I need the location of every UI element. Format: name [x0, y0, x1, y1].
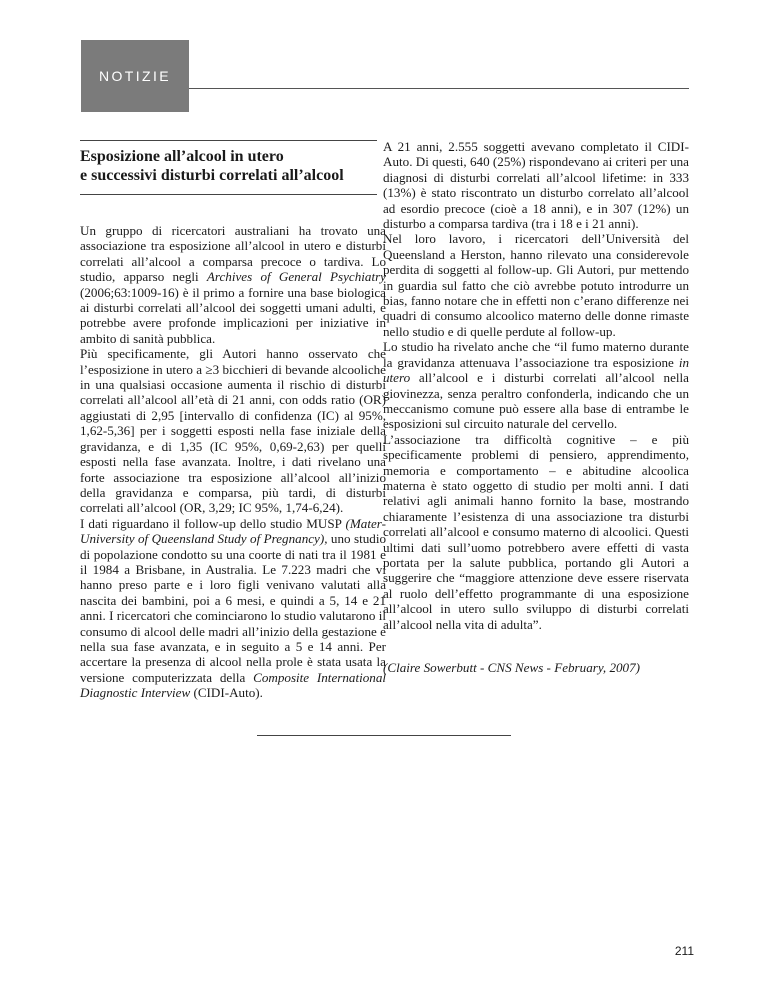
paragraph: Più specificamente, gli Autori hanno osservato che l’esposizione in utero a ≥3 bicchieri di bevande alcooliche in una qualsiasi occasione aumenta il rischio di disturbi correlati all’alcool all’età di 21 anni, con odds ratio (OR) aggiustati di 2,95 [intervallo di confidenza (IC) al 95%, 1,62-5,36] per i soggetti esposti nella fase iniziale della gravidanza, e di 1,35 (IC 95%, 0,69-2,63) per quelli esposti nella fase avanzata. Inoltre, i dati rivelano una forte associazione tra esposizione all’alcool all’inizio della gravidanza e comparsa, più tardi, di disturbi correlati all’alcool (OR, 3,29; IC 95%, 1,74-6,24). — [80, 346, 386, 516]
footer-divider — [257, 735, 511, 736]
paragraph: A 21 anni, 2.555 soggetti avevano completato il CIDI-Auto. Di questi, 640 (25%) rispondevano ai criteri per una diagnosi di disturbi correlati all’alcool lifetime: in 333 (13%) è stato riscontrato un disturbo correlato all’alcool ad esordio precoce (cioè a 18 anni), e in 307 (12%) un disturbo a comparsa tardiva (tra i 18 e i 21 anni). — [383, 139, 689, 232]
paragraph — [383, 339, 689, 431]
source-citation: (Claire Sowerbutt - CNS News - February, 2007) — [383, 660, 641, 675]
text-run: uno studio di popolazione condotto su una coorte di nati tra il 1981 e il 1984 a Brisbane, in Australia. Le 7.223 madri che vi hanno preso parte e i loro figli venivano valutati alla nascita dei bambini, poi a 6 mesi, e quindi a 5, 14 e 21 anni. I ricercatori che cominciarono lo studio valutarono il consumo di alcool delle madri all’inizio della gestazione e nella sua fase avanzata, e in seguito a 5 e 14 anni. Per accertare la presenza di alcool nella prole è stata usata la versione computerizzata della — [80, 531, 387, 685]
title-rule-bottom — [80, 194, 377, 195]
header-divider — [189, 88, 689, 89]
article-title — [80, 148, 390, 185]
text-run: Un gruppo di ricercatori australiani ha trovato una associazione tra esposizione all’alcool in utero e disturbi correlati all’alcool a comparsa precoce o tardiva. Lo studio, apparso negli — [80, 223, 386, 285]
journal-name: Archives of General Psychiatry — [206, 269, 386, 285]
article-title-line1: Esposizione all’alcool in utero — [80, 148, 284, 165]
paragraph — [80, 223, 386, 346]
interview-name: Composite International Diagnostic Interview — [80, 669, 386, 701]
text-run: all’alcool e i disturbi correlati all’alcool nella giovinezza, senza peraltro confonderla, indicando che un meccanismo comune può essere alla base di entrambe le esposizioni sul circuito naturale del cervello. — [383, 370, 689, 432]
text-run: (2006;63:1009-16) è il primo a fornire una base biologica ai disturbi correlati all’alcool dei soggetti umani adulti, e potrebbe avere profonde implicazioni per iniziative in ambito di sanità pubblica. — [80, 284, 386, 346]
text-run: I dati riguardano il follow-up dello studio MUSP — [80, 515, 346, 531]
study-name: (Mater-University of Queensland Study of Pregnancy), — [80, 515, 386, 547]
paragraph: L’associazione tra difficoltà cognitive – e più specificamente problemi di pensiero, apprendimento, memoria e comportamento – e abitudine alcoolica materna è stato oggetto di studio per molti anni. I dati relativi agli animali hanno fornito la base, mostrando chiaramente l’esistenza di una associazione tra disturbi correlati all’alcool e consumo materno di alcoolici. Questi ultimi dati sull’uomo potrebbero avere effetti di vasta portata per la salute pubblica, portando gli Autori a suggerire che “maggiore attenzione deve essere riservata al ruolo dell’effetto programmante di una esposizione all’alcool in utero sullo sviluppo di disturbi correlati all’alcool nella vita di adulta”. — [383, 431, 689, 632]
paragraph — [80, 516, 386, 701]
left-column — [80, 223, 386, 701]
text-run: Lo studio ha rivelato anche che “il fumo materno durante la gravidanza attenuava l’associazione tra esposizione — [383, 339, 689, 370]
article-title-line2: e successivi disturbi correlati all’alcool — [80, 166, 344, 184]
paragraph: Nel loro lavoro, i ricercatori dell’Università del Queensland a Herston, hanno rilevato una considerevole perdita di soggetti al follow-up. Gli Autori, pur mettendo in guardia sul fatto che ciò avrebbe potuto introdurre un bias, fanno notare che in effetti non c’erano differenze nei quadri di consumo alcoolico materno delle donne rimaste nello studio e di quelle perdute al follow-up. — [383, 231, 689, 339]
section-label: NOTIZIE — [81, 40, 189, 112]
title-rule-top — [80, 140, 377, 141]
text-run: (CIDI-Auto). — [190, 685, 263, 701]
right-column — [383, 139, 689, 632]
page-number: 211 — [674, 944, 694, 958]
italic-term: in utero — [383, 354, 689, 386]
